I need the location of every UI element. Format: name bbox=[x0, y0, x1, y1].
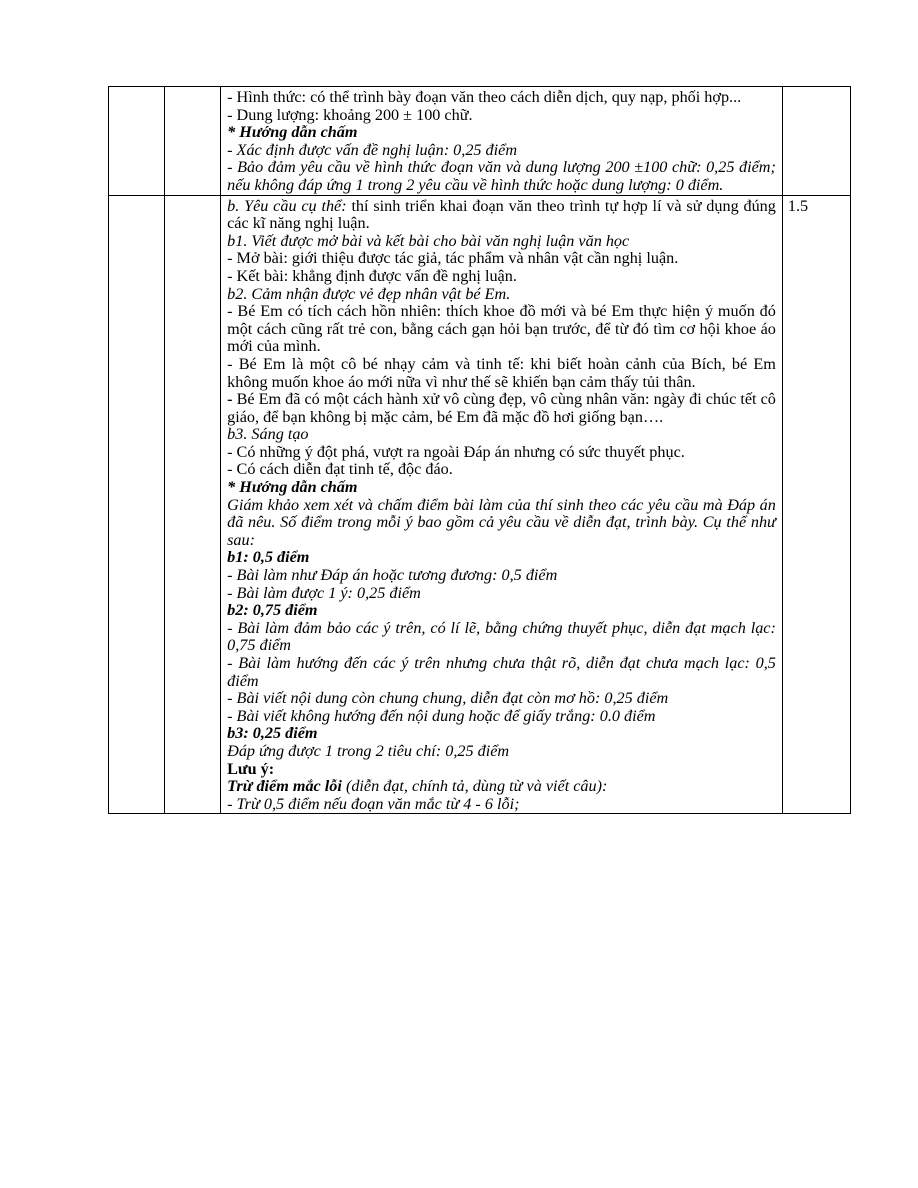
line-text: (diễn đạt, chính tả, dùng từ và viết câu): bbox=[341, 777, 608, 796]
score-value: 1.5 bbox=[787, 196, 809, 215]
score-cell bbox=[782, 195, 850, 814]
intro-label: b. Yêu cầu cụ thể: bbox=[227, 196, 347, 215]
content-cell bbox=[221, 195, 783, 814]
empty-cell-question bbox=[109, 195, 165, 814]
table-row bbox=[109, 195, 851, 814]
empty-cell-question bbox=[109, 87, 165, 196]
table-row bbox=[109, 87, 851, 196]
content-line: b2. Cảm nhận được vẻ đẹp nhân vật bé Em. bbox=[227, 284, 511, 303]
content-line: - Hình thức: có thể trình bày đoạn văn theo cách diễn dịch, quy nạp, phối hợp... bbox=[227, 88, 742, 106]
content-line: - Bài viết nội dung còn chung chung, diễn đạt còn mơ hồ: 0,25 điểm bbox=[227, 689, 669, 708]
content-line: - Có những ý đột phá, vượt ra ngoài Đáp án nhưng có sức thuyết phục. bbox=[227, 442, 685, 461]
line-text: Bé Em đã có một cách hành xử vô cùng đẹp, vô cùng nhân văn: ngày đi chúc tết cô giáo, để bạn không bị mặc cảm, bé Em đã mặc đồ hơi giống bạn…. bbox=[227, 390, 776, 426]
score-cell bbox=[782, 87, 850, 196]
content-line: b2: 0,75 điểm bbox=[227, 601, 318, 620]
content-line: - Mở bài: giới thiệu được tác giả, tác phẩm và nhân vật cần nghị luận. bbox=[227, 249, 679, 268]
content-line: - Xác định được vấn đề nghị luận: 0,25 điểm bbox=[227, 140, 518, 159]
content-line bbox=[227, 391, 776, 426]
content-line: - Bài làm như Đáp án hoặc tương đương: 0,5 điểm bbox=[227, 566, 558, 585]
content-line: - Dung lượng: khoảng 200 ± 100 chữ. bbox=[227, 105, 473, 124]
score-value bbox=[783, 87, 850, 91]
intro-text: thí sinh triển khai đoạn văn theo trình tự hợp lí và sử dụng đúng các kĩ năng nghị luận. bbox=[227, 196, 776, 233]
content-line: - Trừ 0,5 điểm nếu đoạn văn mắc từ 4 - 6 lỗi; bbox=[227, 794, 520, 813]
intro-paragraph bbox=[227, 198, 776, 233]
content-line: * Hướng dẫn chấm bbox=[227, 123, 358, 142]
content-line: - Bài làm được 1 ý: 0,25 điểm bbox=[227, 583, 421, 602]
content-line: - Có cách diễn đạt tinh tế, độc đáo. bbox=[227, 460, 453, 479]
content-line: - Bài làm hướng đến các ý trên nhưng chưa thật rõ, diễn đạt chưa mạch lạc: 0,5 điểm bbox=[227, 654, 776, 690]
empty-cell-part bbox=[165, 195, 221, 814]
row2-content bbox=[221, 196, 782, 814]
content-line: - Kết bài: khẳng định được vấn đề nghị luận. bbox=[227, 266, 517, 285]
line-lead: - bbox=[227, 390, 233, 409]
content-line: Giám khảo xem xét và chấm điểm bài làm của thí sinh theo các yêu cầu mà Đáp án đã nêu. Số điểm trong mỗi ý bao gồm cả yêu cầu về diễn đạt, trình bày. Cụ thể như sau: bbox=[227, 495, 776, 549]
content-cell bbox=[221, 87, 783, 196]
grading-table bbox=[108, 86, 851, 814]
content-line: - Bài làm đảm bảo các ý trên, có lí lẽ, bằng chứng thuyết phục, diễn đạt mạch lạc: 0,75 điểm bbox=[227, 618, 776, 655]
content-line: - Bé Em có tích cách hồn nhiên: thích khoe đồ mới và bé Em thực hiện ý muốn đó một cách cũng rất trẻ con, bằng cách gạn hỏi bạn trước, để từ đó tìm cơ hội khoe áo mới của mình. bbox=[227, 302, 776, 356]
content-line: b3: 0,25 điểm bbox=[227, 724, 318, 743]
content-line bbox=[227, 778, 776, 796]
empty-cell-part bbox=[165, 87, 221, 196]
content-line: Đáp ứng được 1 trong 2 tiêu chí: 0,25 điểm bbox=[227, 741, 510, 760]
content-line: - Bé Em là một cô bé nhạy cảm và tinh tế: khi biết hoàn cảnh của Bích, bé Em không muốn khoe áo mới nữa vì như thế sẽ khiến bạn cảm thấy tủi thân. bbox=[227, 354, 776, 391]
content-line: Lưu ý: bbox=[227, 759, 275, 778]
content-line: b3. Sáng tạo bbox=[227, 425, 309, 444]
row1-content bbox=[221, 87, 782, 195]
content-line: b1: 0,5 điểm bbox=[227, 548, 310, 567]
content-line: * Hướng dẫn chấm bbox=[227, 478, 358, 497]
line-lead: Trừ điểm mắc lỗi bbox=[227, 777, 342, 796]
content-line: - Bảo đảm yêu cầu về hình thức đoạn văn và dung lượng 200 ±100 chữ: 0,25 điểm; nếu không đáp ứng 1 trong 2 yêu cầu về hình thức hoặc dung lượng: 0 điểm. bbox=[227, 158, 776, 194]
content-line: b1. Viết được mở bài và kết bài cho bài văn nghị luận văn học bbox=[227, 231, 630, 250]
content-line: - Bài viết không hướng đến nội dung hoặc để giấy trắng: 0.0 điểm bbox=[227, 706, 656, 725]
